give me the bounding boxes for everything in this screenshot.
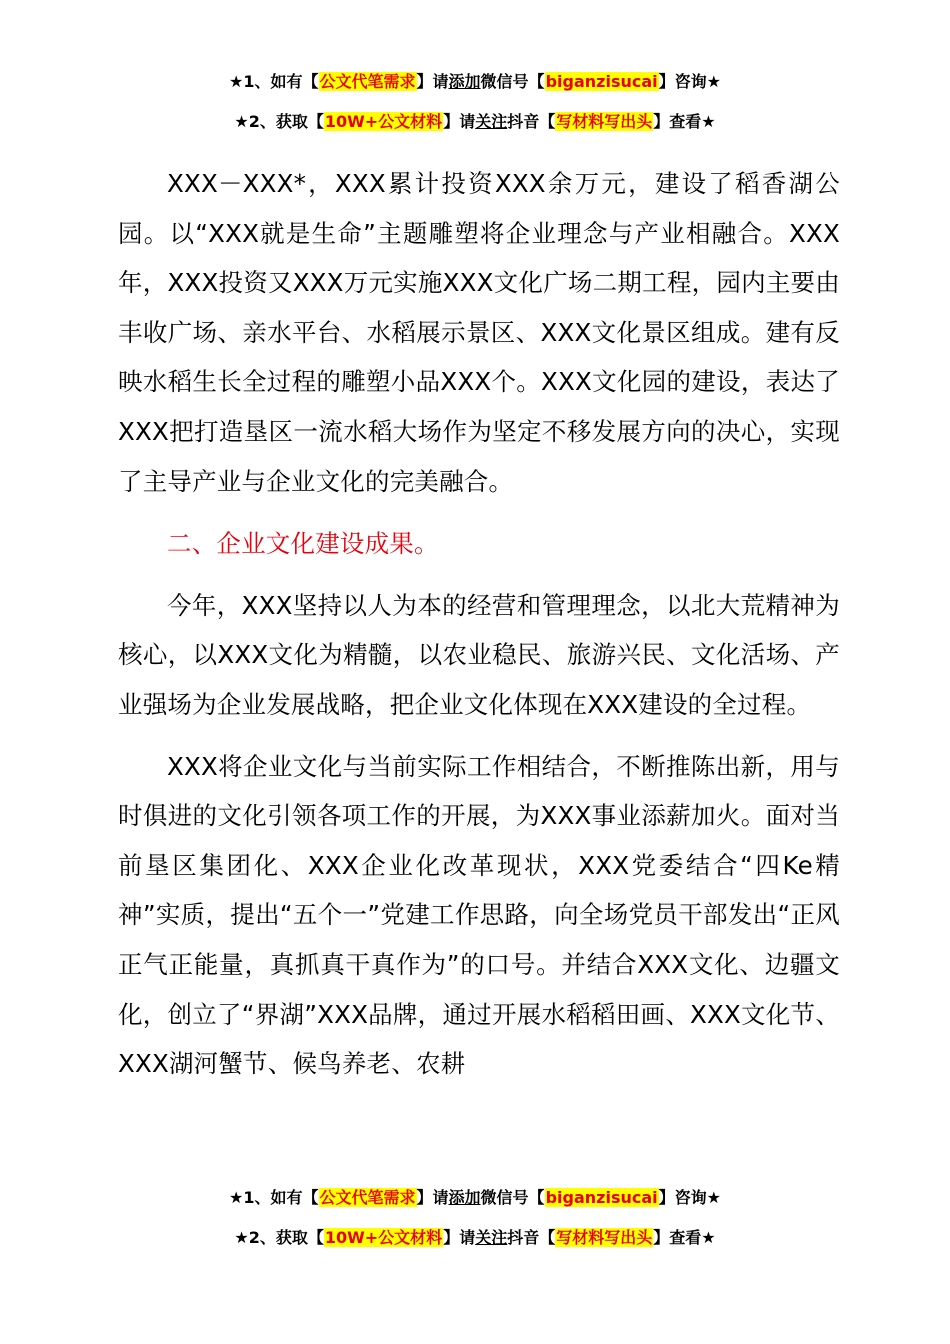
section-heading: 二、企业文化建设成果。 [167, 529, 439, 559]
highlight-service: 公文代笔需求 [319, 1188, 416, 1207]
banner-text: 】查看★ [653, 1228, 716, 1247]
highlight-douyin: 写材料写出头 [556, 1228, 653, 1247]
paragraph-2: 今年，XXX坚持以人为本的经营和管理理念，以北大荒精神为核心，以XXX文化为精髓，以农业稳民、旅游兴民、文化活场、产业强场为企业发展战略，把企业文化体现在XXX建设的全过程。 [118, 590, 840, 719]
banner-text-underlined: 关注 [475, 112, 508, 131]
banner-text: ★1、如有【 [229, 72, 319, 91]
highlight-douyin: 写材料写出头 [556, 112, 653, 131]
banner-text: 】请 [443, 1228, 476, 1247]
highlight-materials: 10W+公文材料 [324, 1228, 443, 1247]
banner-text: 微信号【 [480, 72, 545, 91]
banner-text: ★2、获取【 [234, 112, 324, 131]
banner-text: 】咨询★ [658, 1188, 721, 1207]
document-body [118, 159, 840, 1089]
highlight-wechat-id: biganzisucai [545, 72, 658, 91]
banner-text: 微信号【 [480, 1188, 545, 1207]
banner-text-underlined: 添加 [448, 72, 481, 91]
highlight-wechat-id: biganzisucai [545, 1188, 658, 1207]
paragraph-1: XXX－XXX*，XXX累计投资XXX余万元，建设了稻香湖公园。以“XXX就是生命”主题雕塑将企业理念与产业相融合。XXX年，XXX投资又XXX万元实施XXX文化广场二期工程，园内主要由丰收广场、亲水平台、水稻展示景区、XXX文化景区组成。建有反映水稻生长全过程的雕塑小品XXX个。XXX文化园的建设，表达了XXX把打造垦区一流水稻大场作为坚定不移发展方向的决心，实现了主导产业与企业文化的完美融合。 [118, 169, 840, 496]
header-banner-line-1 [0, 71, 950, 93]
banner-text: 】咨询★ [658, 72, 721, 91]
footer-banner-line-1 [0, 1187, 950, 1209]
highlight-materials: 10W+公文材料 [324, 112, 443, 131]
banner-text: ★2、获取【 [234, 1228, 324, 1247]
banner-text: 】请 [416, 72, 449, 91]
banner-text: 】请 [443, 112, 476, 131]
banner-text: ★1、如有【 [229, 1188, 319, 1207]
banner-text-underlined: 添加 [448, 1188, 481, 1207]
banner-text: 】请 [416, 1188, 449, 1207]
banner-text: 抖音【 [507, 112, 556, 131]
banner-text-underlined: 关注 [475, 1228, 508, 1247]
banner-text: 】查看★ [653, 112, 716, 131]
footer-banner-line-2 [0, 1227, 950, 1249]
paragraph-3: XXX将企业文化与当前实际工作相结合，不断推陈出新，用与时俱进的文化引领各项工作的开展，为XXX事业添薪加火。面对当前垦区集团化、XXX企业化改革现状，XXX党委结合“四Ke精神”实质，提出“五个一”党建工作思路，向全场党员干部发出“正风正气正能量，真抓真干真作为”的口号。并结合XXX文化、边疆文化，创立了“界湖”XXX品牌，通过开展水稻稻田画、XXX文化节、XXX湖河蟹节、候鸟养老、农耕 [118, 751, 840, 1079]
highlight-service: 公文代笔需求 [319, 72, 416, 91]
banner-text: 抖音【 [507, 1228, 556, 1247]
header-banner-line-2 [0, 111, 950, 133]
